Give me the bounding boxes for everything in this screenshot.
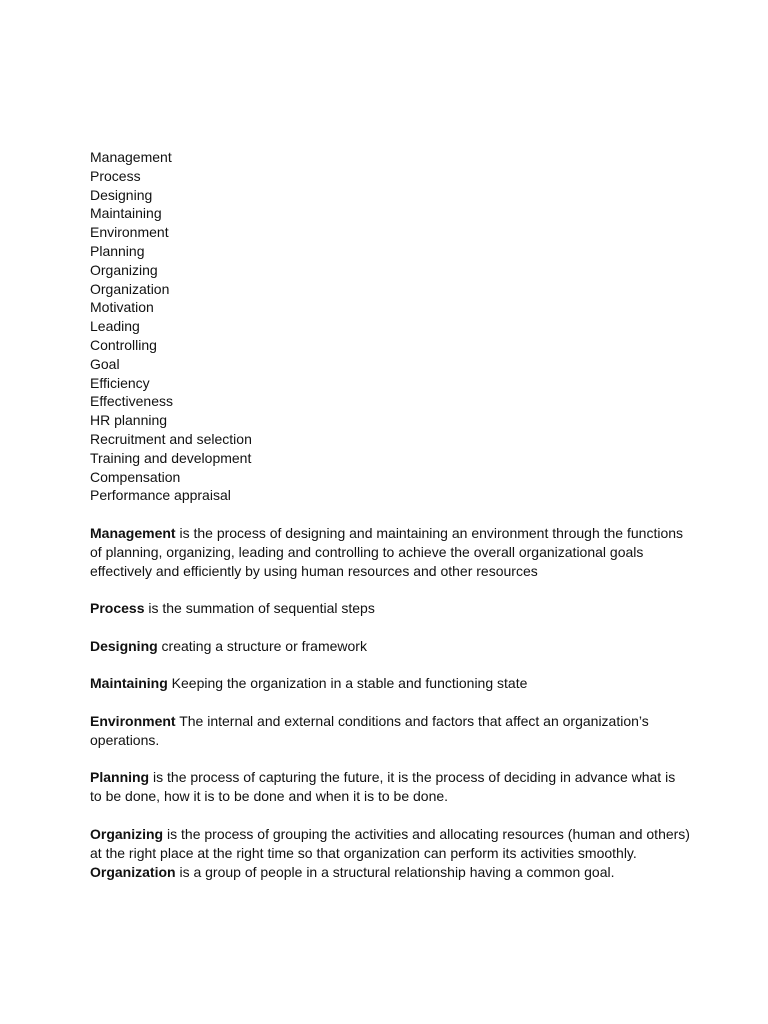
definition-maintaining [90, 674, 690, 693]
term-list-item: Training and development [90, 449, 252, 466]
term-list-item: Management [90, 149, 172, 165]
definition-term: Environment [90, 712, 176, 729]
term-list-item: Motivation [90, 299, 154, 316]
definition-organizing [90, 825, 690, 863]
definition-text: creating a structure or framework [157, 637, 367, 654]
definition-text: is a group of people in a structural relationship having a common goal. [175, 863, 615, 880]
term-list-item: Recruitment and selection [90, 430, 252, 447]
term-list-item: Leading [90, 318, 140, 335]
term-list-item: Goal [90, 355, 120, 372]
definition-organization [90, 863, 690, 882]
term-list-item: HR planning [90, 412, 168, 429]
definition-text: The internal and external conditions and factors that affect an organization’s operations. [90, 712, 649, 748]
term-list-item: Environment [90, 224, 169, 241]
definition-management [90, 524, 690, 581]
term-list-item: Maintaining [90, 205, 162, 222]
definition-planning [90, 768, 690, 806]
term-list-item: Planning [90, 242, 145, 259]
definition-term: Management [90, 524, 176, 541]
term-list-item: Compensation [90, 468, 181, 485]
definition-process [90, 599, 690, 618]
definition-text: is the process of designing and maintaining an environment through the functions of planning, organizing, leading and controlling to achieve the overall organizational goals effectively and efficiently by using human resources and other resources [90, 524, 684, 579]
definition-term: Organizing [90, 825, 164, 842]
definition-environment [90, 712, 690, 750]
document-page [90, 148, 690, 882]
term-list-item: Organizing [90, 261, 158, 278]
definition-text: Keeping the organization in a stable and functioning state [167, 675, 528, 692]
definition-term: Maintaining [90, 675, 168, 692]
definition-term: Planning [90, 769, 150, 786]
term-list-item: Process [90, 167, 141, 184]
term-list-item: Efficiency [90, 374, 150, 391]
term-list [90, 148, 690, 505]
definition-term: Organization [90, 863, 176, 880]
definition-term: Process [90, 600, 145, 617]
definition-term: Designing [90, 637, 158, 654]
definition-text: is the summation of sequential steps [144, 600, 375, 617]
term-list-item: Controlling [90, 336, 157, 353]
term-list-item: Effectiveness [90, 393, 174, 410]
definition-text: is the process of grouping the activities and allocating resources (human and others) at the right place at the right time so that organization can perform its activities smoothly. [90, 825, 690, 861]
term-list-item: Designing [90, 186, 153, 203]
term-list-item: Organization [90, 280, 170, 297]
term-list-item: Performance appraisal [90, 487, 231, 504]
definitions-section [90, 524, 690, 882]
definition-text: is the process of capturing the future, it is the process of deciding in advance what is to be done, how it is to be done and when it is to be done. [90, 769, 676, 805]
definition-designing [90, 637, 690, 656]
